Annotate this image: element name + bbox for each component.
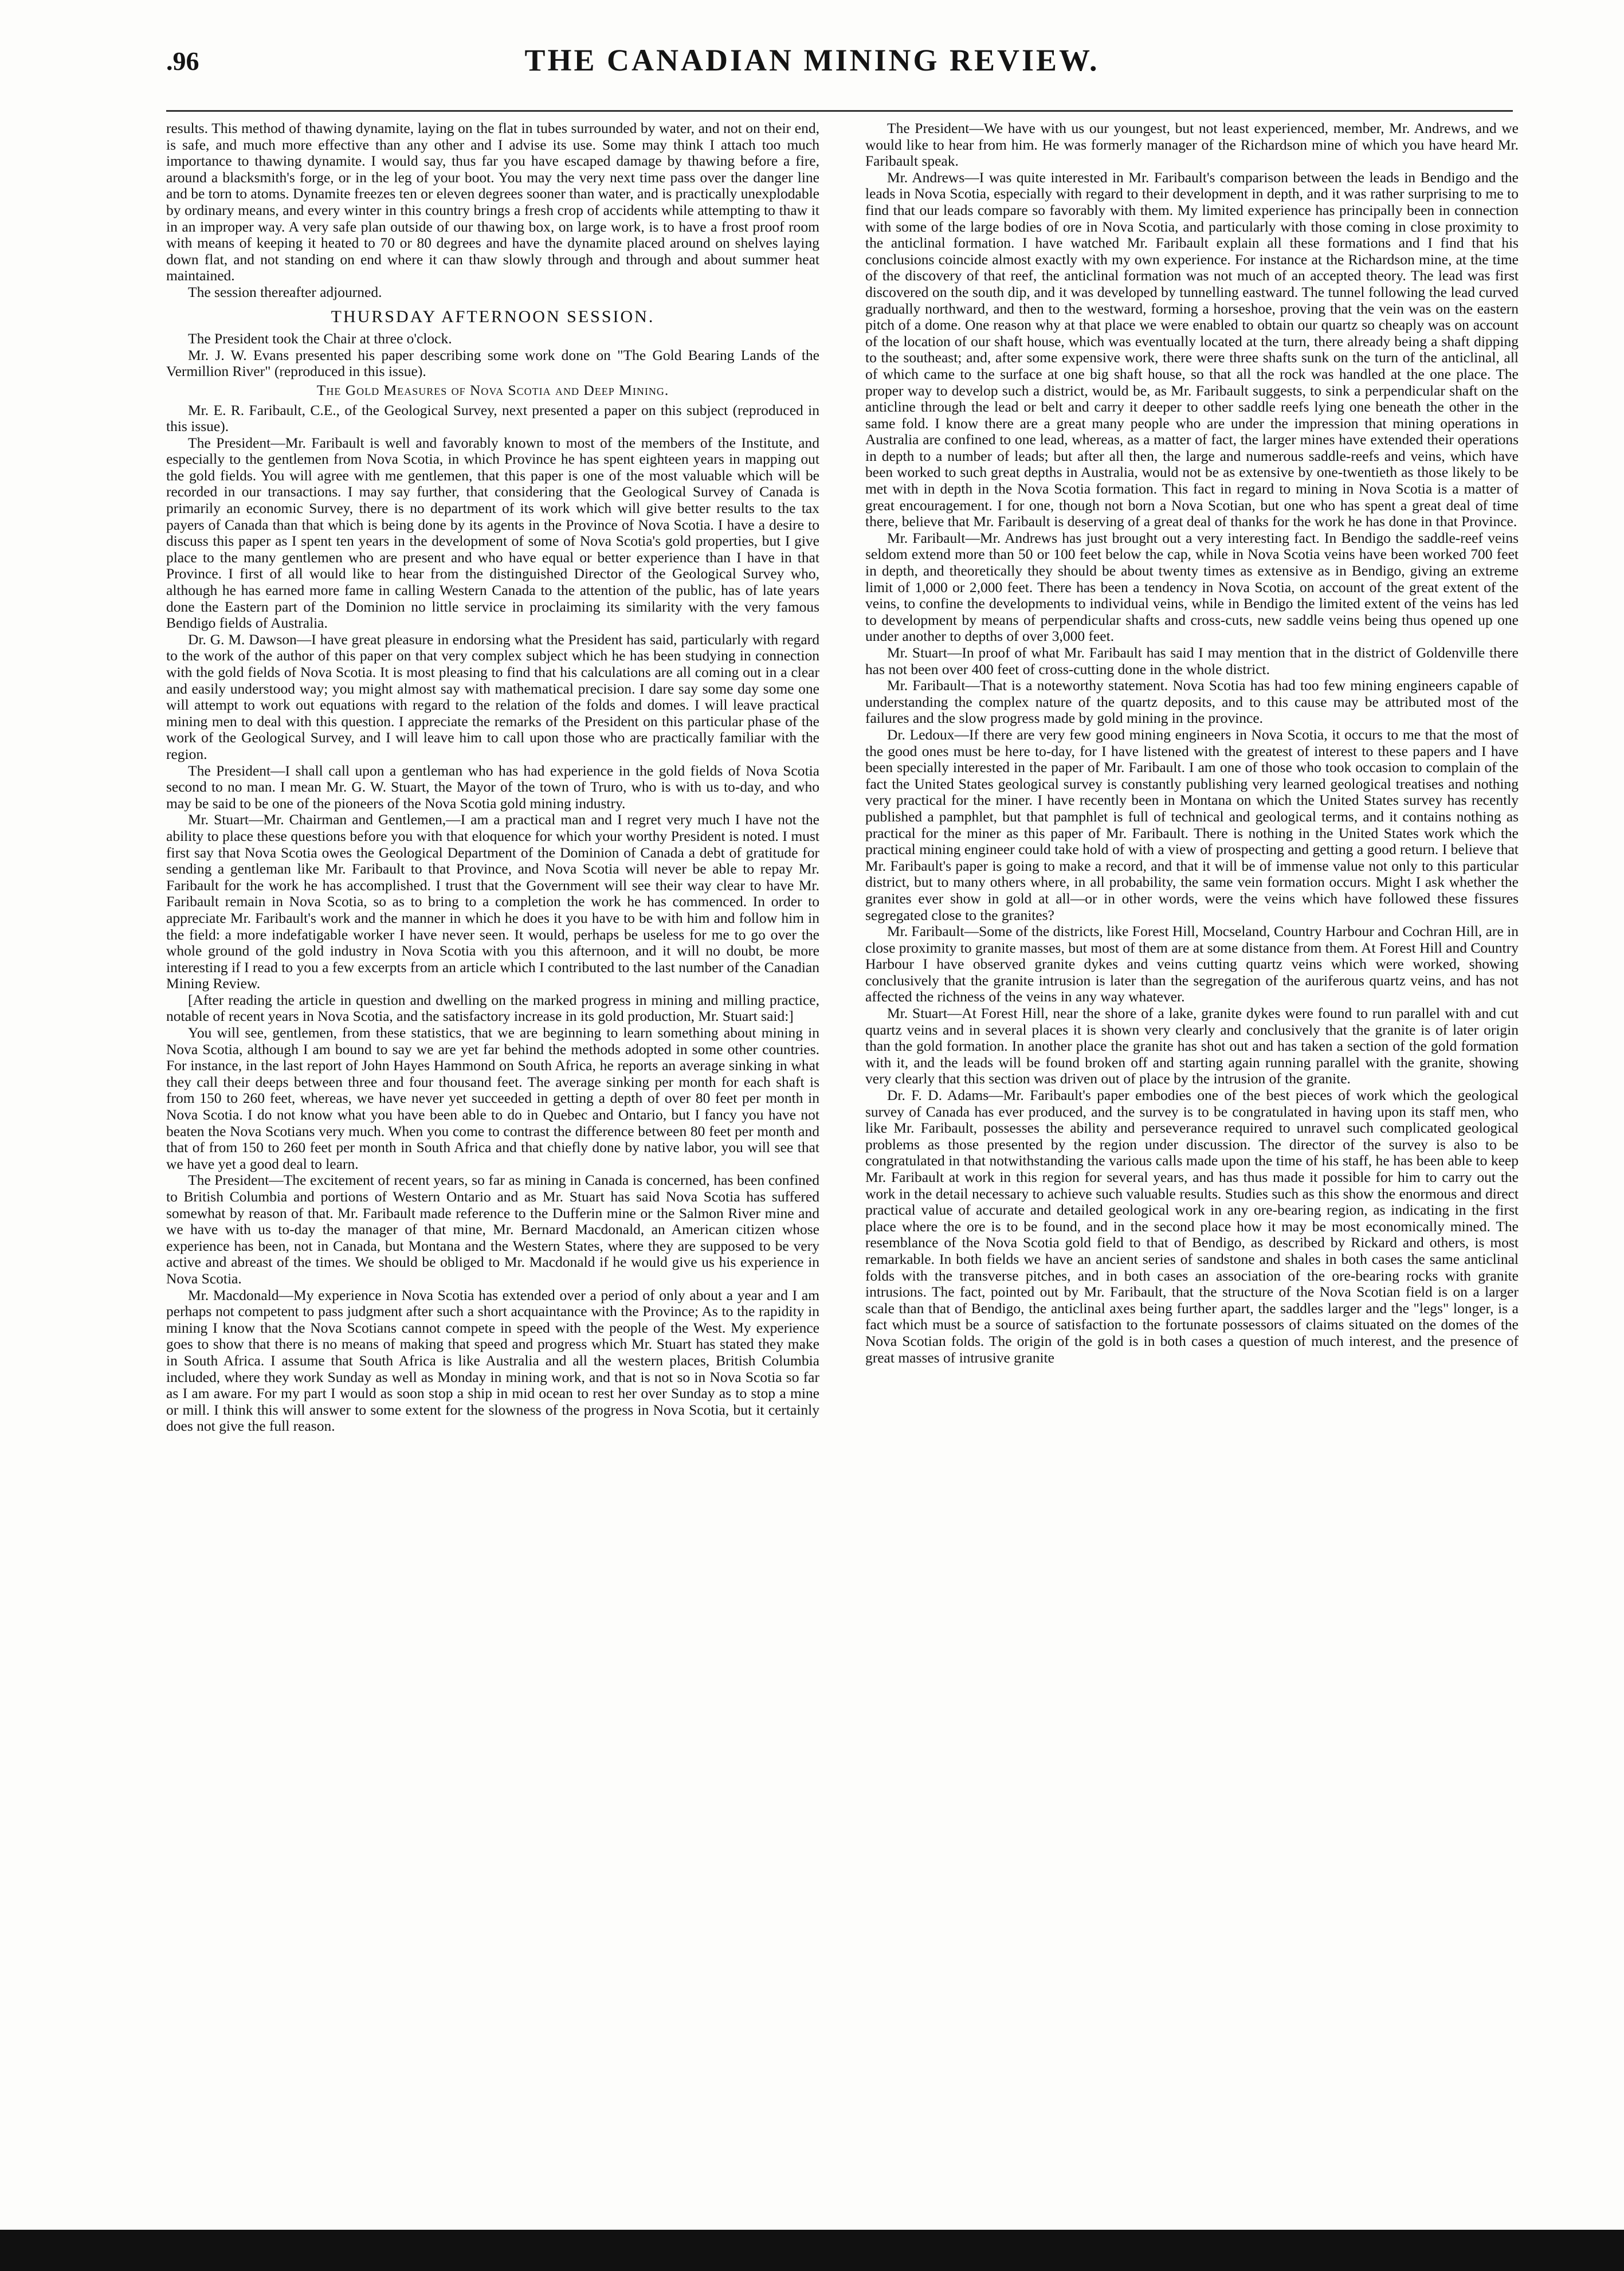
paragraph: Mr. E. R. Faribault, C.E., of the Geological Survey, next presented a paper on this subject (reproduced in this issue). <box>166 401 819 435</box>
paragraph: The President—Mr. Faribault is well and favorably known to most of the members of the Institute, and especially to the gentlemen from Nova Scotia, in which Province he has spent eighteen years in mapping out the gold fields. You will agree with me gentlemen, that this paper is one of the most valuable which will be recorded in our transactions. I may say further, that considering that the Geological Survey of Canada is primarily an economic Survey, there is no department of its work which will give better results to the tax payers of Canada than that which is being done by its agents in the Province of Nova Scotia. I have a desire to discuss this paper as I spent ten years in the development of some of Nova Scotia's gold properties, but I give place to the many gentlemen who are present and who have equal or better experience than I have in that Province. I first of all would like to hear from the distinguished Director of the Geological Survey who, although he has earned more fame in calling Western Canada to the attention of the public, has of late years done the Eastern part of the Dominion no little service in proclaiming its similarity with the very famous Bendigo fields of Australia. <box>166 434 819 632</box>
paragraph: results. This method of thawing dynamite, laying on the flat in tubes surrounded by water, and not on their end, is safe, and much more effective than any other and I advise its use. Some may think I attach too much importance to thawing dynamite. I would say, thus far you have escaped damage by thawing before a fire, around a blacksmith's forge, or in the leg of your boot. You may the very next time pass over the danger line and be torn to atoms. Dynamite freezes ten or eleven degrees sooner than water, and is practically unexplodable by ordinary means, and every winter in this country brings a fresh crop of accidents while attempting to thaw it in an improper way. A very safe plan outside of our thawing box, on large work, is to have a frost proof room with means of keeping it heated to 70 or 80 degrees and have the dynamite placed around on shelves laying down flat, and not standing on end where it can thaw slowly through and through and about summer heat maintained. <box>166 120 819 284</box>
paragraph: Mr. Stuart—Mr. Chairman and Gentlemen,—I am a practical man and I regret very much I have not the ability to place these questions before you with that eloquence for which your worthy President is noted. I must first say that Nova Scotia owes the Geological Department of the Dominion of Canada a debt of gratitude for sending a gentleman like Mr. Faribault to that Province, and Nova Scotia will never be able to repay Mr. Faribault for the work he has accomplished. I trust that the Government will see their way clear to have Mr. Faribault remain in Nova Scotia, so as to bring to a completion the work he has commenced. In order to appreciate Mr. Faribault's work and the manner in which he does it you have to be with him and follow him in the field: a more indefatigable worker I have never seen. It would, perhaps be useless for me to go over the whole ground of the gold industry in Nova Scotia with you this afternoon, and it will no doubt, be more interesting if I read to you a few excerpts from an article which I contributed to the last number of the Canadian Mining Review. <box>166 811 819 992</box>
editorial-note: [After reading the article in question and dwelling on the marked progress in mining and milling practice, notable of recent years in Nova Scotia, and the satisfactory increase in its gold production, Mr. Stuart said:] <box>166 991 819 1025</box>
paper-title: The Gold Measures of Nova Scotia and Deep Mining. <box>316 381 669 398</box>
section-heading: THURSDAY AFTERNOON SESSION. <box>331 307 655 326</box>
page-header <box>0 34 1624 92</box>
paragraph: Mr. Faribault—Some of the districts, like Forest Hill, Mocseland, Country Harbour and Cochran Hill, are in close proximity to granite masses, but most of them are at some distance from them. At Forest Hill and Country Harbour I have observed granite dykes and veins cutting quartz veins which were worked, showing conclusively that the granite intrusion is later than the segregation of the auriferous quartz veins, and has not affected the richness of the veins in any way whatever. <box>865 923 1519 1005</box>
paragraph: The President—The excitement of recent years, so far as mining in Canada is concerned, has been confined to British Columbia and portions of Western Ontario and as Mr. Stuart has said Nova Scotia has suffered somewhat by reason of that. Mr. Faribault made reference to the Dufferin mine or the Salmon River mine and we have with us to-day the manager of that mine, Mr. Bernard Macdonald, an American citizen whose experience has been, not in Canada, but Montana and the Western States, where they are supposed to be very active and abreast of the times. We should be obliged to Mr. Macdonald if he would give us his experience in Nova Scotia. <box>166 1172 819 1287</box>
paragraph: The session thereafter adjourned. <box>188 283 382 300</box>
paragraph: Dr. G. M. Dawson—I have great pleasure in endorsing what the President has said, particularly with regard to the work of the author of this paper on that very complex subject which he has been studying in connection with the gold fields of Nova Scotia. It is most pleasing to find that his calculations are all coming out in a clear and easily understood way; you might almost say with mathematical precision. I dare say some day some one will attempt to work out equations with regard to the relation of the folds and domes. I will leave practical mining men to deal with this question. I appreciate the remarks of the President on this particular phase of the work of the Geological Survey, and I will leave him to call upon those who are practically familiar with the region. <box>166 631 819 762</box>
paragraph: The President took the Chair at three o'clock. <box>188 330 452 347</box>
paragraph: Mr. J. W. Evans presented his paper describing some work done on "The Gold Bearing Lands of the Vermillion River" (reproduced in this issue). <box>166 346 819 380</box>
paragraph: Mr. Stuart—In proof of what Mr. Faribault has said I may mention that in the district of Goldenville there has not been over 400 feet of cross-cutting done in the whole district. <box>865 644 1519 678</box>
paragraph: Mr. Macdonald—My experience in Nova Scotia has extended over a period of only about a year and I am perhaps not competent to pass judgment after such a short acquaintance with the Province; As to the rapidity in mining I know that the Nova Scotians cannot compete in speed with the people of the West. My experience goes to show that there is no means of making that speed and progress which Mr. Stuart has stated they make in South Africa. I assume that South Africa is like Australia and all the western places, British Columbia included, where they work Sunday as well as Monday in mining work, and that is not so in Nova Scotia so far as I am aware. For my part I would as soon stop a ship in mid ocean to rest her over Sunday as to stop a mine or mill. I think this will answer to some extent for the slowness of the progress in Nova Scotia, but it certainly does not give the full reason. <box>166 1286 819 1435</box>
running-title: THE CANADIAN MINING REVIEW. <box>524 43 1100 77</box>
paragraph: The President—I shall call upon a gentleman who has had experience in the gold fields of Nova Scotia second to no man. I mean Mr. G. W. Stuart, the Mayor of the town of Truro, who is with us to-day, and who may be said to be one of the pioneers of the Nova Scotia gold mining industry. <box>166 762 819 812</box>
paragraph: Mr. Faribault—That is a noteworthy statement. Nova Scotia has had too few mining engineers capable of understanding the complex nature of the quartz deposits, and to this cause may be attributed most of the failures and the slow progress made by gold mining in the province. <box>865 677 1519 727</box>
paragraph: Mr. Andrews—I was quite interested in Mr. Faribault's comparison between the leads in Bendigo and the leads in Nova Scotia, especially with regard to their development in depth, and it was rather surprising to me to find that our leads compare so favorably with them. My limited experience has principally been in connection with some of the large bodies of ore in Nova Scotia, and particularly with those coming in close proximity to the anticlinal formation. I have watched Mr. Faribault explain all these formations and I find that his conclusions coincide almost exactly with my own experience. For instance at the Richardson mine, at the time of the discovery of that reef, the anticlinal formation was not much of an accepted theory. The lead was first discovered on the south dip, and it was developed by tunnelling eastward. The tunnel following the lead curved gradually northward, and then to the westward, forming a horseshoe, proving that the vein was on the eastern pitch of a dome. One reason why at that place we were enabled to obtain our quartz so cheaply was on account of the location of our shaft house, which was eventually located at the turn, there already being a shaft dipping to the southeast; and, after some expensive work, there were three shafts sunk on the turn of the anticlinal, all of which came to the surface at one big shaft house, so that all the rock was handled at the one place. The proper way to develop such a district, would be, as Mr. Faribault suggests, to sink a perpendicular shaft on the anticline through the lead or belt and carry it deeper to other saddle reefs lying one beneath the other in the same fold. I know there are a great many people who are under the impression that mining operations in Australia are confined to one lead, whereas, as a matter of fact, the larger mines have extended their operations in depth to a number of leads; but after all then, the large and numerous saddle-reefs and veins, which have been worked to such great depths in Australia, would not be as extensive by one-twentieth as those likely to be met with in depth in the Nova Scotia formation. This fact in regard to mining in Nova Scotia is a matter of great encouragement. I for one, though not born a Nova Scotian, but one who has spent a great deal of time there, believe that Mr. Faribault is deserving of a great deal of thanks for the work he has done in that Province. <box>865 169 1519 530</box>
paragraph: Mr. Faribault—Mr. Andrews has just brought out a very interesting fact. In Bendigo the saddle-reef veins seldom extend more than 50 or 100 feet below the cap, while in Nova Scotia veins have been worked 700 feet in depth, and theoretically they should be about twenty times as extensive as in Bendigo, giving an extreme limit of 1,000 or 2,000 feet. There has been a tendency in Nova Scotia, on account of the great extent of the veins, to confine the developments to individual veins, while in Bendigo the limited extent of the veins has led to development by means of perpendicular shafts and cross-cuts, new saddle veins being thus opened up one under another to depths of over 3,000 feet. <box>865 529 1519 645</box>
page-number: .96 <box>166 46 199 76</box>
paragraph: Mr. Stuart—At Forest Hill, near the shore of a lake, granite dykes were found to run parallel with and cut quartz veins and in several places it is shown very clearly and conclusively that the granite is of later origin than the gold formation. In another place the granite has shot out and has taken a section of the gold formation with it, and the leads will be found broken off and starting again running parallel with the granite, showing very clearly that this section was driven out of place by the intrusion of the granite. <box>865 1005 1519 1087</box>
page-bottom-bar <box>0 2230 1624 2271</box>
right-column <box>865 120 1519 2012</box>
left-column <box>166 120 819 2012</box>
paragraph: You will see, gentlemen, from these statistics, that we are beginning to learn something about mining in Nova Scotia, although I am bound to say we are yet far behind the methods adopted in some other countries. For instance, in the last report of John Hayes Hammond on South Africa, he reports an average sinking in what they call their deeps between three and four thousand feet. The average sinking per month for each shaft is from 150 to 260 feet, whereas, we have never yet succeeded in getting a depth of over 80 feet per month in Nova Scotia. I do not know what you have been able to do in Quebec and Ontario, but I fancy you have not beaten the Nova Scotians very much. When you come to contrast the difference between 80 feet per month and that of from 150 to 260 feet per month in South Africa and that chiefly done by native labor, you will see that we have yet a good deal to learn. <box>166 1024 819 1172</box>
header-rule <box>166 110 1513 112</box>
paragraph: Dr. F. D. Adams—Mr. Faribault's paper embodies one of the best pieces of work which the geological survey of Canada has ever produced, and the survey is to be congratulated in having upon its staff men, who like Mr. Faribault, possesses the ability and perseverance required to unravel such complicated geological problems as those presented by the region under discussion. The director of the survey is also to be congratulated in that notwithstanding the various calls made upon the time of his staff, he has been able to keep Mr. Faribault at work in this region for several years, and has thus made it possible for him to carry out the work in the detail necessary to achieve such valuable results. Studies such as this show the enormous and direct practical value of accurate and detailed geological work in any ore-bearing region, as indicating in the first place where the ore is to be found, and in the second place how it may be most economically mined. The resemblance of the Nova Scotia gold field to that of Bendigo, as described by Rickard and others, is most remarkable. In both fields we have an ancient series of sandstone and shales in both cases the same anticlinal folds with the transverse pitches, and in both cases an association of the ore-bearing rocks with granite intrusions. The fact, pointed out by Mr. Faribault, that the structure of the Nova Scotian field is on a larger scale than that of Bendigo, the anticlinal axes being further apart, the saddles larger and the "legs" longer, is a fact which must be a source of satisfaction to the fortunate possessors of claims situated on the domes of the Nova Scotian folds. The origin of the gold is in both cases a question of much interest, and the presence of great masses of intrusive granite <box>865 1087 1519 1366</box>
paragraph: Dr. Ledoux—If there are very few good mining engineers in Nova Scotia, it occurs to me that the most of the good ones must be here to-day, for I have listened with the greatest of interest to these papers and I have been specially interested in the paper of Mr. Faribault. I am one of those who took occasion to complain of the fact the United States geological survey is constantly publishing very learned geological treatises and nothing very practical for the miner. I have recently been in Montana on which the United States survey has recently published a pamphlet, but that pamphlet is full of technical and geological terms, and it contains nothing as practical for the miner as this paper of Mr. Faribault. There is nothing in the United States work which the practical mining engineer could take hold of with a view of prospecting and getting a good return. I believe that Mr. Faribault's paper is going to make a record, and that it will be of immense value not only to this particular district, but to many others where, in all probability, the same vein formation occurs. Might I ask whether the granites ever show in gold at all—or in other words, were the veins which have followed these fissures segregated close to the granites? <box>865 726 1519 923</box>
paragraph: The President—We have with us our youngest, but not least experienced, member, Mr. Andrews, and we would like to hear from him. He was formerly manager of the Richardson mine of which you have heard Mr. Faribault speak. <box>865 120 1519 170</box>
